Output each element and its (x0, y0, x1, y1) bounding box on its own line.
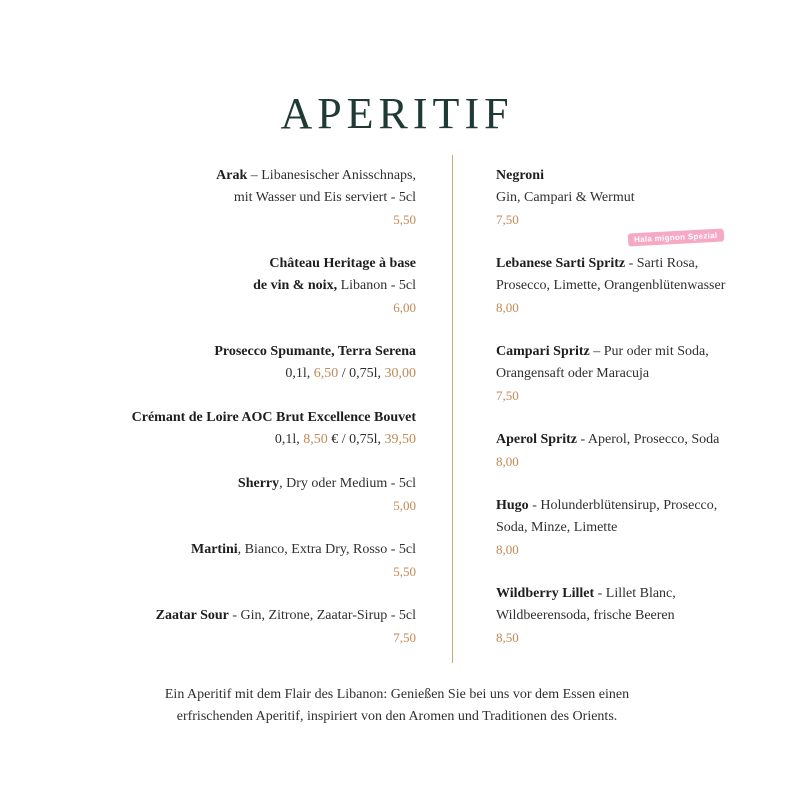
item-name: Lebanese Sarti Spritz (496, 256, 626, 271)
menu-item-campari-spritz (496, 341, 786, 407)
item-description: Gin, Campari & Wermut (496, 190, 635, 205)
item-prices-line: 0,1l, 6,50 / 0,75l, 30,00 (285, 366, 416, 381)
item-price: 6,50 (313, 366, 339, 381)
item-price: 5,50 (393, 212, 416, 227)
menu-item-lebanese-sarti-spritz (496, 253, 756, 319)
item-price: 8,00 (496, 542, 519, 557)
menu-item-hugo (496, 495, 786, 561)
footer-line: Ein Aperitif mit dem Flair des Libanon: Genießen Sie bei uns vor dem Essen einen (164, 687, 630, 702)
item-name: Wildberry Lillet (496, 586, 595, 601)
item-name: Crémant de Loire AOC Brut Excellence Bouvet (131, 410, 416, 425)
menu-item-arak (56, 165, 416, 231)
menu-item-zaatar-sour (56, 605, 416, 649)
item-description: Libanon - 5cl (337, 278, 416, 293)
item-name: Zaatar Sour (155, 608, 229, 623)
item-price: 30,00 (384, 366, 416, 381)
item-price: 8,50 (496, 630, 519, 645)
item-price: 5,50 (393, 564, 416, 579)
menu-item-prosecco (56, 341, 416, 385)
item-description: , Dry oder Medium - 5cl (279, 476, 416, 491)
item-name: de vin & noix, (253, 278, 338, 293)
item-price: 8,50 (303, 432, 328, 447)
item-description: - Aperol, Prosecco, Soda (577, 432, 720, 447)
column-divider (452, 155, 453, 663)
item-price: 8,00 (496, 454, 519, 469)
item-description: - Lillet Blanc, (594, 586, 676, 601)
item-description: Orangensaft oder Maracuja (496, 366, 650, 381)
item-description: , Bianco, Extra Dry, Rosso - 5cl (237, 542, 416, 557)
item-description: Wildbeerensoda, frische Beeren (496, 608, 675, 623)
item-price: 7,50 (393, 630, 416, 645)
special-badge: Hala mignon Spezial (628, 229, 724, 247)
item-description: Soda, Minze, Limette (496, 520, 618, 535)
item-name: Sherry (237, 476, 280, 491)
page-title: APERITIF (280, 89, 514, 138)
item-description: - Gin, Zitrone, Zaatar-Sirup - 5cl (228, 608, 416, 623)
item-name: Martini (191, 542, 238, 557)
item-name: Hugo (496, 498, 529, 513)
menu-item-wildberry-lillet (496, 583, 786, 649)
item-description: mit Wasser und Eis serviert - 5cl (233, 190, 416, 205)
item-name: Negroni (496, 168, 544, 183)
item-description: - Sarti Rosa, (625, 256, 699, 271)
item-price: 6,00 (393, 300, 416, 315)
item-name: Aperol Spritz (496, 432, 578, 447)
menu-item-sherry (56, 473, 416, 517)
item-price: 7,50 (496, 212, 519, 227)
item-name: Château Heritage à base (269, 256, 416, 271)
item-name: Campari Spritz (496, 344, 590, 359)
item-price: 39,50 (384, 432, 416, 447)
footer-text (0, 684, 794, 728)
item-prices-line: 0,1l, 8,50 € / 0,75l, 39,50 (274, 432, 416, 447)
item-price: 8,00 (496, 300, 519, 315)
menu-item-chateau-heritage (56, 253, 416, 319)
item-name: Prosecco Spumante, Terra Serena (214, 344, 416, 359)
item-description: – Libanesischer Anisschnaps, (247, 168, 416, 183)
item-description: Prosecco, Limette, Orangenblütenwasser (496, 278, 726, 293)
item-price: 5,00 (393, 498, 416, 513)
item-name: Arak (216, 168, 248, 183)
menu-item-aperol-spritz (496, 429, 786, 473)
menu-item-cremant (56, 407, 416, 451)
menu-item-martini (56, 539, 416, 583)
item-description: - Holunderblütensirup, Prosecco, (528, 498, 718, 513)
item-price: 7,50 (496, 388, 519, 403)
item-description: – Pur oder mit Soda, (589, 344, 709, 359)
menu-item-negroni (496, 165, 786, 231)
footer-line: erfrischenden Aperitif, inspiriert von den Aromen und Traditionen des Orients. (176, 709, 618, 724)
